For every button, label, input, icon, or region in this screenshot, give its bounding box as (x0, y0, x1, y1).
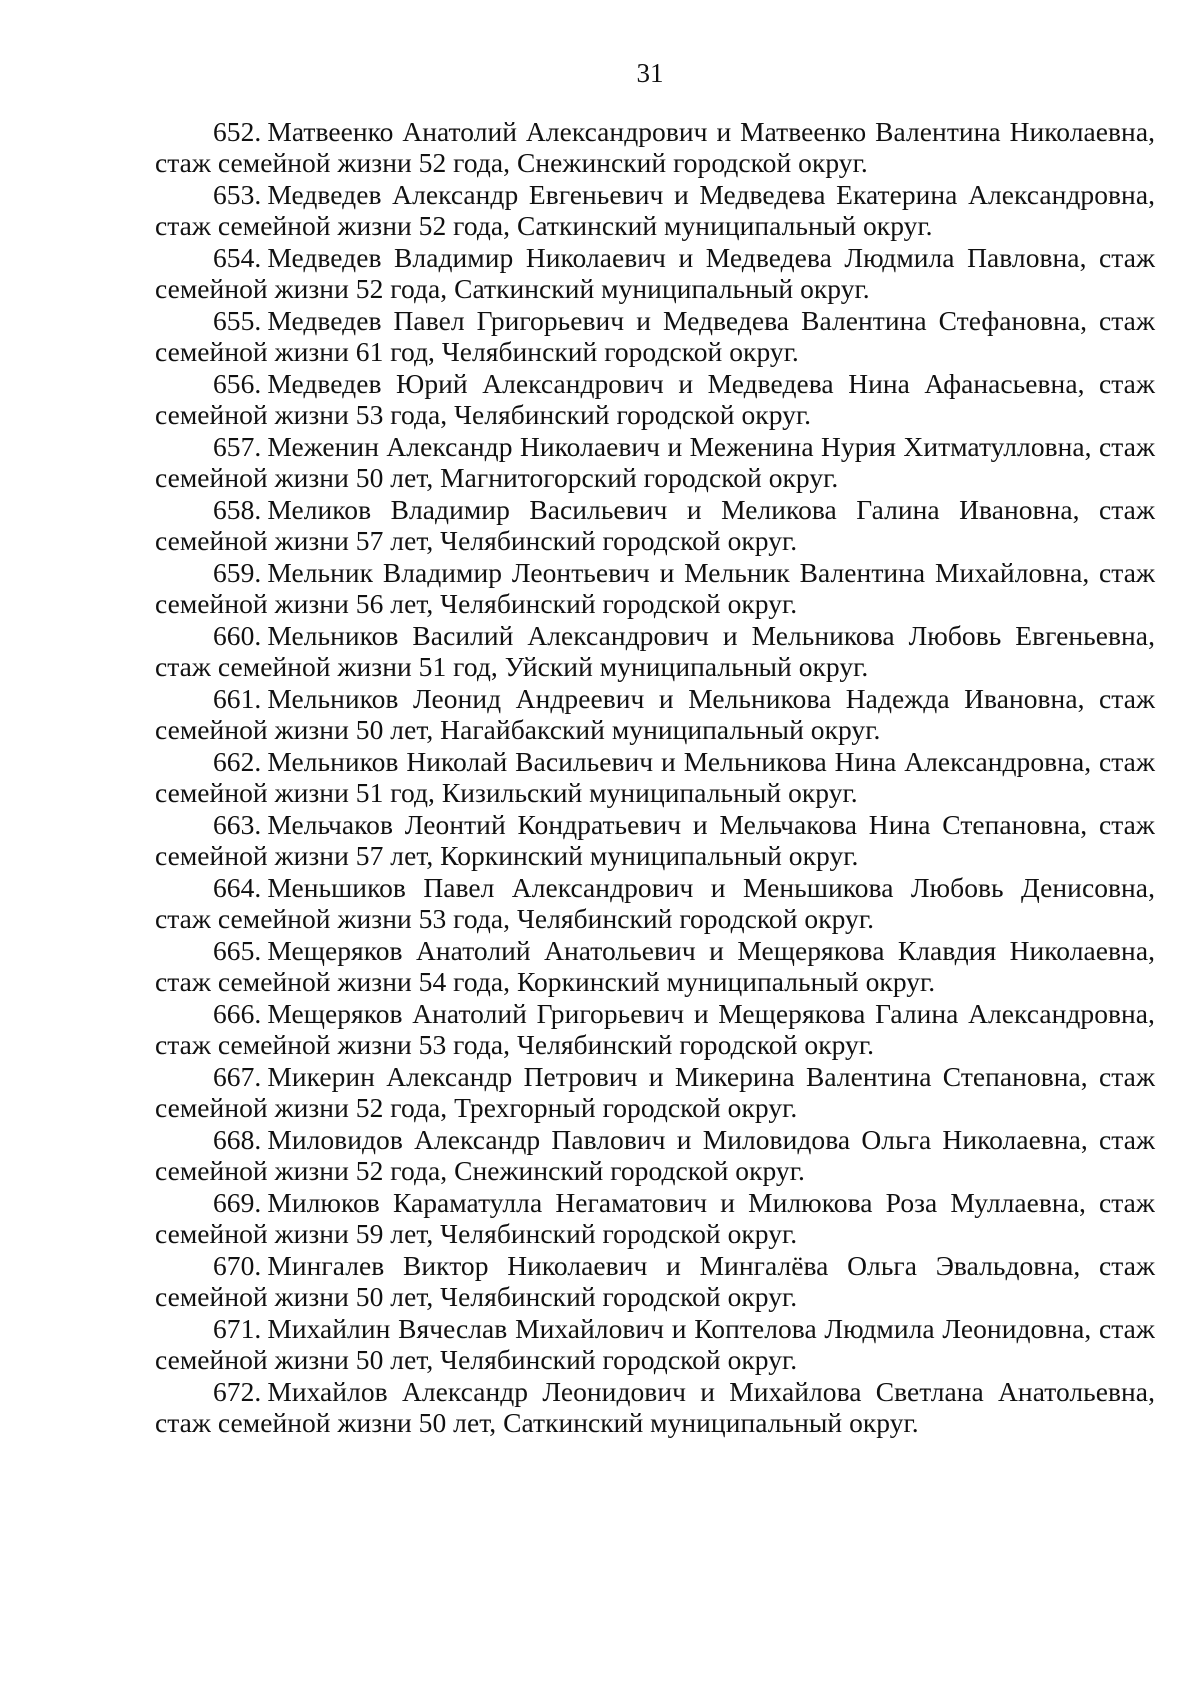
entry-text: Михайлин Вячеслав Михайлович и Коптелова Людмила Леонидовна, стаж семейной жизни 50 лет, Челябинский городской округ. (155, 1313, 1155, 1375)
entry-text: Медведев Павел Григорьевич и Медведева Валентина Стефановна, стаж семейной жизни 61 год, Челябинский городской округ. (155, 305, 1155, 367)
list-item (155, 809, 1155, 871)
entry-text: Меженин Александр Николаевич и Меженина Нурия Хитматулловна, стаж семейной жизни 50 лет, Магнитогорский городской округ. (155, 431, 1155, 493)
list-item (155, 431, 1155, 493)
list-item (155, 872, 1155, 934)
entry-text: Мельник Владимир Леонтьевич и Мельник Валентина Михайловна, стаж семейной жизни 56 лет, Челябинский городской округ. (155, 557, 1155, 619)
entry-number: 653. (213, 179, 262, 210)
entry-text: Мельников Василий Александрович и Мельникова Любовь Евгеньевна, стаж семейной жизни 51 год, Уйский муниципальный округ. (155, 620, 1155, 682)
entry-text: Мельчаков Леонтий Кондратьевич и Мельчакова Нина Степановна, стаж семейной жизни 57 лет, Коркинский муниципальный округ. (155, 809, 1155, 871)
entry-text: Мещеряков Анатолий Григорьевич и Мещерякова Галина Александровна, стаж семейной жизни 53 года, Челябинский городской округ. (155, 998, 1155, 1060)
entry-number: 657. (213, 431, 262, 462)
list-item (155, 557, 1155, 619)
list-item (155, 1250, 1155, 1312)
entry-number: 666. (213, 998, 262, 1029)
entry-number: 658. (213, 494, 262, 525)
list-item (155, 242, 1155, 304)
entry-number: 665. (213, 935, 262, 966)
list-item (155, 116, 1155, 178)
list-item (155, 1313, 1155, 1375)
list-item (155, 1061, 1155, 1123)
entry-text: Мельников Николай Васильевич и Мельникова Нина Александровна, стаж семейной жизни 51 год, Кизильский муниципальный округ. (155, 746, 1155, 808)
entry-number: 667. (213, 1061, 262, 1092)
list-item (155, 368, 1155, 430)
entry-text: Мингалев Виктор Николаевич и Мингалёва Ольга Эвальдовна, стаж семейной жизни 50 лет, Челябинский городской округ. (155, 1250, 1155, 1312)
list-item (155, 305, 1155, 367)
entry-number: 670. (213, 1250, 262, 1281)
entry-number: 669. (213, 1187, 262, 1218)
entry-text: Меликов Владимир Васильевич и Меликова Галина Ивановна, стаж семейной жизни 57 лет, Челябинский городской округ. (155, 494, 1155, 556)
entry-text: Мельников Леонид Андреевич и Мельникова Надежда Ивановна, стаж семейной жизни 50 лет, Нагайбакский муниципальный округ. (155, 683, 1155, 745)
entry-text: Медведев Александр Евгеньевич и Медведева Екатерина Александровна, стаж семейной жизни 52 года, Саткинский муниципальный округ. (155, 179, 1155, 241)
list-item (155, 1124, 1155, 1186)
list-item (155, 935, 1155, 997)
list-item (155, 998, 1155, 1060)
entry-number: 672. (213, 1376, 262, 1407)
list-item (155, 179, 1155, 241)
entry-number: 668. (213, 1124, 262, 1155)
entry-text: Медведев Юрий Александрович и Медведева Нина Афанасьевна, стаж семейной жизни 53 года, Челябинский городской округ. (155, 368, 1155, 430)
entry-number: 661. (213, 683, 262, 714)
entry-text: Миловидов Александр Павлович и Миловидова Ольга Николаевна, стаж семейной жизни 52 года, Снежинский городской округ. (155, 1124, 1155, 1186)
entry-number: 671. (213, 1313, 262, 1344)
entry-number: 664. (213, 872, 262, 903)
list-item (155, 494, 1155, 556)
entry-number: 663. (213, 809, 262, 840)
entry-number: 662. (213, 746, 262, 777)
entry-number: 656. (213, 368, 262, 399)
entry-number: 660. (213, 620, 262, 651)
list-item (155, 746, 1155, 808)
list-item (155, 1376, 1155, 1438)
entry-text: Михайлов Александр Леонидович и Михайлова Светлана Анатольевна, стаж семейной жизни 50 лет, Саткинский муниципальный округ. (155, 1376, 1155, 1438)
entry-number: 654. (213, 242, 262, 273)
entry-text: Матвеенко Анатолий Александрович и Матвеенко Валентина Николаевна, стаж семейной жизни 52 года, Снежинский городской округ. (155, 116, 1155, 178)
entry-text: Милюков Караматулла Негаматович и Милюкова Роза Муллаевна, стаж семейной жизни 59 лет, Челябинский городской округ. (155, 1187, 1155, 1249)
entry-text: Микерин Александр Петрович и Микерина Валентина Степановна, стаж семейной жизни 52 года, Трехгорный городской округ. (155, 1061, 1155, 1123)
entry-number: 659. (213, 557, 262, 588)
entry-number: 652. (213, 116, 262, 147)
list-item (155, 683, 1155, 745)
list-item (155, 1187, 1155, 1249)
list-item (155, 620, 1155, 682)
entry-text: Медведев Владимир Николаевич и Медведева Людмила Павловна, стаж семейной жизни 52 года, Саткинский муниципальный округ. (155, 242, 1155, 304)
entry-text: Мещеряков Анатолий Анатольевич и Мещерякова Клавдия Николаевна, стаж семейной жизни 54 года, Коркинский муниципальный округ. (155, 935, 1155, 997)
entry-text: Меньшиков Павел Александрович и Меньшикова Любовь Денисовна, стаж семейной жизни 53 года, Челябинский городской округ. (155, 872, 1155, 934)
entry-number: 655. (213, 305, 262, 336)
entry-list (155, 116, 1155, 1439)
page-number: 31 (636, 58, 664, 88)
